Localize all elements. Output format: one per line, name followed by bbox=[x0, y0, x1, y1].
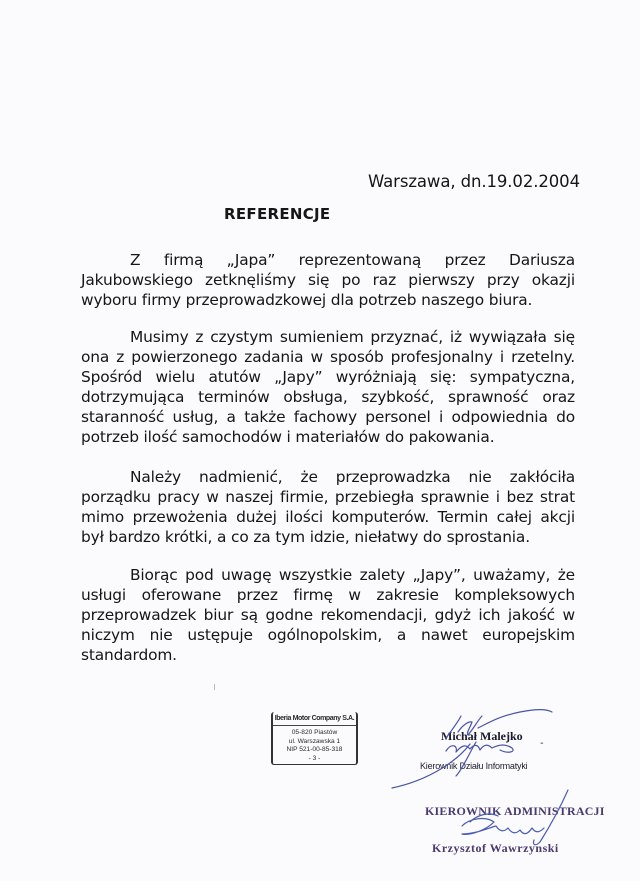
company-stamp bbox=[271, 712, 358, 765]
signatory-1-name: Michał Malejko bbox=[441, 729, 523, 743]
stamp-address-postal: 05-820 Piastów bbox=[291, 729, 338, 736]
paragraph-1: Z firmą „Japa” reprezentowaną przez Dariusza Jakubowskiego zetknęliśmy się po raz pierwszy przy okazji wyboru firmy przeprowadzkowej dla potrzeb naszego biura. bbox=[81, 251, 575, 309]
stamp-page-number: - 3 - bbox=[308, 754, 321, 762]
paragraph-4: Biorąc pod uwagę wszystkie zalety „Japy”, uważamy, że usługi oferowane przez firmę w zakresie kompleksowych przeprowadzek biur są godne rekomendacji, gdyż ich jakość w niczym nie ustępuje ogólnopolskim, a nawet europejskim standardom. bbox=[81, 566, 575, 664]
paragraph-3: Należy nadmienić, że przeprowadzka nie zakłóciła porządku pracy w naszej firmie, przebiegła sprawnie i bez strat mimo przewożenia dużej ilości komputerów. Termin całej akcji był bardzo krótki, a co za tym idzie, niełatwy do sprostania. bbox=[81, 468, 575, 546]
stamp-nip: NIP 521-00-85-318 bbox=[286, 746, 343, 753]
signature-1-scribble bbox=[392, 710, 552, 788]
paper-speck bbox=[214, 684, 215, 690]
stamp-address-street: ul. Warszawska 1 bbox=[288, 737, 341, 745]
signatory-1-role: Kierownik Działu Informatyki bbox=[420, 761, 528, 771]
signature-mark: - bbox=[540, 738, 544, 749]
paragraph-2: Musimy z czystym sumieniem przyznać, iż wywiązała się ona z powierzonego zadania w sposób profesjonalny i rzetelny. Spośród wielu atutów „Japy” wyróżniają się: sympatyczna, dotrzymująca terminów obsługa, szybkość, sprawność oraz staranność usług, a także fachowy personel i odpowiednia do potrzeb ilość samochodów i materiałów do pakowania. bbox=[81, 328, 575, 446]
signatory-2-title-stamp: KIEROWNIK ADMINISTRACJI bbox=[425, 804, 605, 818]
place-and-date: Warszawa, dn.19.02.2004 bbox=[368, 172, 580, 191]
stamp-company-name: Iberia Motor Company S.A. bbox=[273, 712, 356, 726]
letter-title: REFERENCJE bbox=[224, 205, 331, 223]
signatory-2-name-stamp: Krzysztof Wawrzynski bbox=[432, 841, 559, 855]
